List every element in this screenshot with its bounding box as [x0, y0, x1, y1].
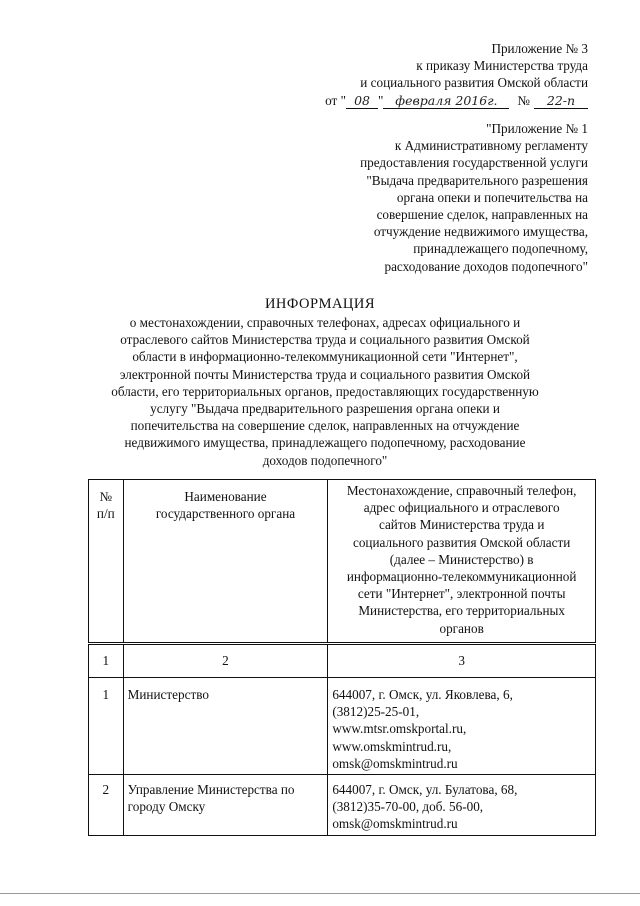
- numbering-cell: 1: [89, 644, 124, 678]
- info-line: области в информационно-телекоммуникационной сети "Интернет",: [132, 349, 518, 365]
- numbering-cell: 3: [328, 644, 596, 678]
- header-text: №: [99, 489, 113, 504]
- header-text: государственного органа: [155, 506, 296, 522]
- date-prefix: от ": [325, 92, 347, 108]
- appendix-1-line: предоставления государственной услуги: [360, 155, 588, 171]
- appendix-1-line: органа опеки и попечительства на: [396, 189, 588, 205]
- row-details-text: 644007, г. Омск, ул. Булатова, 68,: [332, 782, 518, 798]
- header-text: информационно-телекоммуникационной: [346, 569, 577, 585]
- appendix-1-line: принадлежащего подопечному,: [413, 241, 588, 257]
- row-name-text: Министерство: [127, 687, 209, 702]
- row-name-text: Управление Министерства по: [127, 782, 295, 798]
- table-numbering-row: [89, 644, 596, 678]
- header-name-cell: [123, 480, 328, 644]
- row-name-cell: [123, 775, 328, 836]
- appendix-3-header: [278, 40, 588, 109]
- header-details-cell: [328, 480, 596, 644]
- number-label: №: [517, 92, 530, 108]
- page-bottom-edge: [0, 893, 640, 906]
- table-header-row: [89, 480, 596, 644]
- table-row: [89, 775, 596, 836]
- info-line: недвижимого имущества, принадлежащего подопечному, расходование: [124, 435, 526, 451]
- row-details-text: (3812)35-70-00, доб. 56-00,: [332, 799, 484, 815]
- appendix-3-date-line: [278, 92, 588, 109]
- appendix-3-order-line: к приказу Министерства труда: [416, 58, 588, 74]
- row-details-text: omsk@omskmintrud.ru: [332, 755, 458, 771]
- header-text: Министерства, его территориальных: [358, 603, 565, 619]
- info-line: отраслевого сайтов Министерства труда и социального развития Омской: [120, 332, 530, 348]
- info-line: доходов подопечного": [262, 452, 388, 468]
- header-text: сайтов Министерства труда и: [378, 517, 545, 533]
- header-text: сети "Интернет", электронной почты: [357, 586, 566, 602]
- header-text: п/п: [96, 506, 115, 522]
- handwritten-number: 22-п: [534, 93, 588, 109]
- appendix-3-ministry-line: и социального развития Омской области: [360, 75, 588, 91]
- handwritten-day: 08: [346, 93, 378, 109]
- info-line: попечительства на совершение сделок, направленных на отчуждение: [130, 418, 520, 434]
- header-text: социального развития Омской области: [352, 534, 571, 550]
- appendix-1-line: отчуждение недвижимого имущества,: [373, 224, 588, 240]
- appendix-1-line: расходование доходов подопечного": [384, 258, 588, 274]
- info-line: электронной почты Министерства труда и социального развития Омской: [119, 366, 531, 382]
- header-text: (далее – Министерство) в: [389, 551, 534, 567]
- row-number-cell: 1: [89, 678, 124, 775]
- row-details-text: 644007, г. Омск, ул. Яковлева, 6,: [332, 687, 513, 702]
- row-details-cell: [328, 775, 596, 836]
- info-line: о местонахождении, справочных телефонах, адресах официального и: [129, 315, 521, 330]
- appendix-1-line: "Выдача предварительного разрешения: [366, 172, 588, 188]
- handwritten-month-year: февраля 2016г.: [383, 93, 509, 109]
- header-text: Наименование: [184, 489, 267, 504]
- header-text: органов: [439, 620, 484, 636]
- appendix-1-line: "Приложение № 1: [486, 121, 588, 136]
- row-number-cell: 2: [89, 775, 124, 836]
- row-details-text: www.mtsr.omskportal.ru,: [332, 721, 467, 737]
- header-text: адрес официального и отраслевого: [363, 500, 560, 516]
- appendix-1-line: к Административному регламенту: [394, 138, 588, 154]
- row-details-cell: [328, 678, 596, 775]
- numbering-cell: 2: [123, 644, 328, 678]
- header-number-cell: [89, 480, 124, 644]
- table-row: [89, 678, 596, 775]
- row-details-text: www.omskmintrud.ru,: [332, 738, 452, 754]
- info-line: области, его территориальных органов, предоставляющих государственную: [111, 383, 539, 399]
- appendix-3-title: Приложение № 3: [491, 41, 588, 56]
- info-title: ИНФОРМАЦИЯ: [264, 296, 376, 312]
- row-details-text: (3812)25-25-01,: [332, 704, 420, 720]
- row-details-text: omsk@omskmintrud.ru: [332, 816, 458, 832]
- header-text: Местонахождение, справочный телефон,: [346, 483, 577, 498]
- row-name-text: городу Омску: [127, 799, 206, 815]
- appendix-1-line: совершение сделок, направленных на: [376, 207, 588, 223]
- appendix-1-header: [298, 120, 588, 275]
- info-description: [90, 314, 560, 469]
- date-quote: ": [378, 92, 384, 108]
- row-name-cell: [123, 678, 328, 775]
- contacts-table: [88, 479, 596, 836]
- info-line: услугу "Выдача предварительного разрешения органа опеки и: [150, 401, 500, 417]
